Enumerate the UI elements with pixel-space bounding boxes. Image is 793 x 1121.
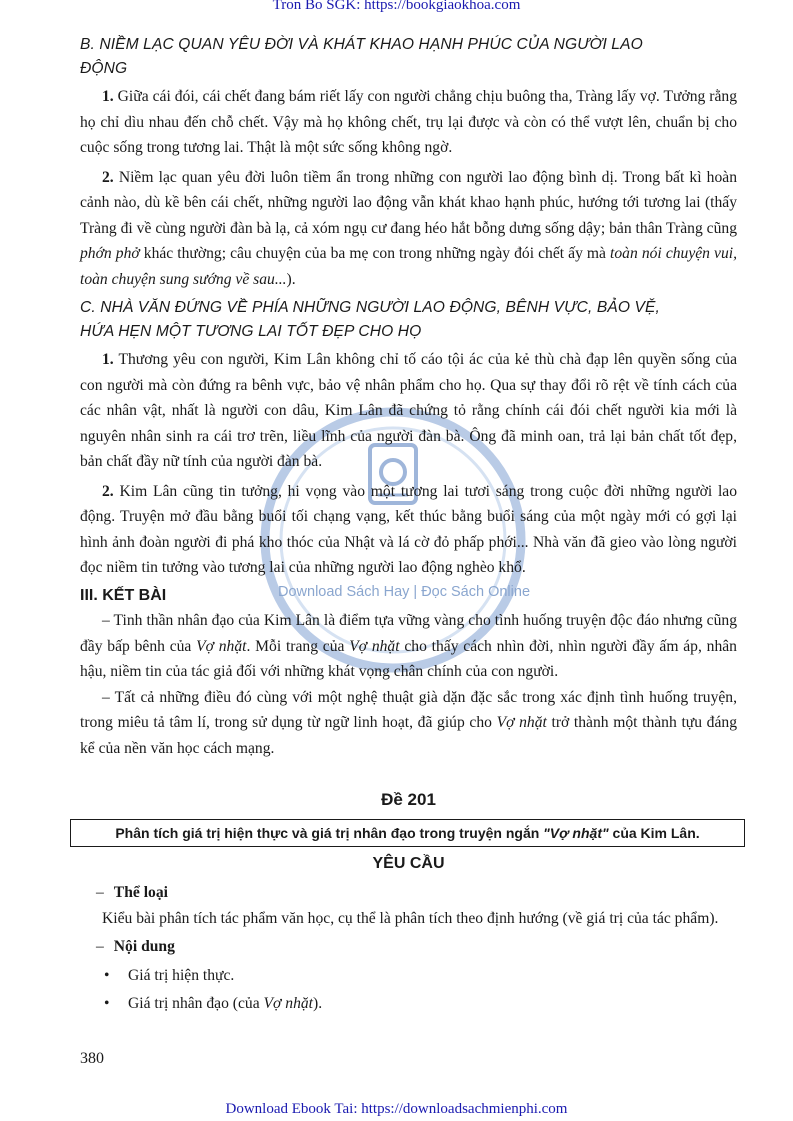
content-heading: – Nội dung (96, 938, 175, 955)
bullet-item-1: • Giá trị hiện thực. (104, 966, 235, 984)
section-b-heading: B. NIỀM LẠC QUAN YÊU ĐỜI VÀ KHÁT KHAO HẠNH PHÚC CỦA NGƯỜI LAO ĐỘNG (80, 36, 643, 77)
conclusion-paragraph-2: – Tất cả những điều đó cùng với một nghệ thuật già dặn đặc sắc trong xác định tình huống truyện, trong miêu tả tâm lí, trong sử dụng từ ngữ linh hoạt, đã giúp cho Vợ nhặt trở thành một thành tựu đáng kể của nền văn học cách mạng. (80, 688, 737, 757)
main-content (80, 33, 737, 1017)
bullet-item-2: • Giá trị nhân đạo (của Vợ nhặt). (104, 995, 323, 1012)
header-link[interactable]: Tron Bo SGK: https://bookgiaokhoa.com (272, 0, 521, 13)
section-c-paragraph-2: 2. Kim Lân cũng tin tưởng, hi vọng vào một tương lai tươi sáng trong cuộc đời những người lao động. Truyện mở đầu bằng buổi tối chạng vạng, kết thúc bằng buổi sáng của một ngày mới có gợi lại hình ảnh đoàn người đi phá kho thóc của Nhật và lá cờ đỏ phấp phới... Nhà văn đã gieo vào lòng người đọc niềm tin tưởng vào tương lai của những người lao động nghèo khổ. (80, 482, 737, 576)
watermark-text: Download Sách Hay | Đọc Sách Online (278, 584, 531, 600)
exercise-title: Đề 201 (381, 790, 436, 809)
section-b-paragraph-1: 1. Giữa cái đói, cái chết đang bám riết lấy con người chẳng chịu buông tha, Tràng lấy vợ. Tưởng rằng họ chỉ dìu nhau đến chỗ chết. Vậy mà họ không chết, trụ lại được và còn có thể vượt lên, chuẩn bị cho cuộc sống trong tương lai. Thật là một sức sống không ngờ. (80, 88, 737, 156)
section-b-paragraph-2: 2. Niềm lạc quan yêu đời luôn tiềm ẩn trong những con người lao động bình dị. Trong bất kì hoàn cảnh nào, dù kề bên cái chết, những người lao động vẫn khát khao hạnh phúc, hướng tới tương lai (thấy Tràng đi về cùng người đàn bà lạ, cả xóm ngụ cư đang héo hắt bỗng dưng sống dậy; bản thân Tràng cũng phớn phở khác thường; câu chuyện của ba mẹ con trong những ngày đói chết ấy mà toàn nói chuyện vui, toàn chuyện sung sướng về sau...). (80, 168, 737, 288)
section-c-paragraph-1: 1. Thương yêu con người, Kim Lân không chỉ tố cáo tội ác của kẻ thù chà đạp lên quyền sống của con người mà còn đứng ra bênh vực, bảo vệ nhân phẩm cho họ. Qua sự thay đổi rõ rệt về tính cách của các nhân vật, nhất là người con dâu, Kim Lân đã chứng tỏ rằng chính cái đói chết người kia mới là nguyên nhân sinh ra cái trơ trẽn, liều lĩnh của người đàn bà. Ông đã minh oan, trả lại bản chất tốt đẹp, bản chất đầy nữ tính của người đàn bà. (80, 351, 737, 470)
conclusion-paragraph-1: – Tinh thần nhân đạo của Kim Lân là điểm tựa vững vàng cho tình huống truyện độc đáo nhưng cũng đầy bấp bênh của Vợ nhặt. Mỗi trang của Vợ nhặt cho thấy cách nhìn đời, nhìn người đầy ấm áp, nhân hậu, niềm tin của tác giả đối với những khát vọng chân chính của con người. (80, 612, 737, 680)
requirements-title: YÊU CẦU (372, 854, 445, 872)
genre-heading: – Thể loại (96, 884, 168, 901)
page-number: 380 (80, 1050, 104, 1067)
exercise-task-box: Phân tích giá trị hiện thực và giá trị nhân đạo trong truyện ngắn "Vợ nhặt" của Kim Lân. (70, 819, 745, 847)
footer-link[interactable]: Download Ebook Tai: https://downloadsachmienphi.com (225, 1101, 568, 1117)
section-iii-title: III. KẾT BÀI (80, 586, 167, 604)
section-c-heading: C. NHÀ VĂN ĐỨNG VỀ PHÍA NHỮNG NGƯỜI LAO ĐỘNG, BÊNH VỰC, BẢO VỆ, HỨA HẸN MỘT TƯƠNG LAI TỐT ĐẸP CHO HỌ (80, 299, 660, 340)
genre-text: Kiểu bài phân tích tác phẩm văn học, cụ thể là phân tích theo định hướng (về giá trị của tác phẩm). (102, 909, 719, 927)
